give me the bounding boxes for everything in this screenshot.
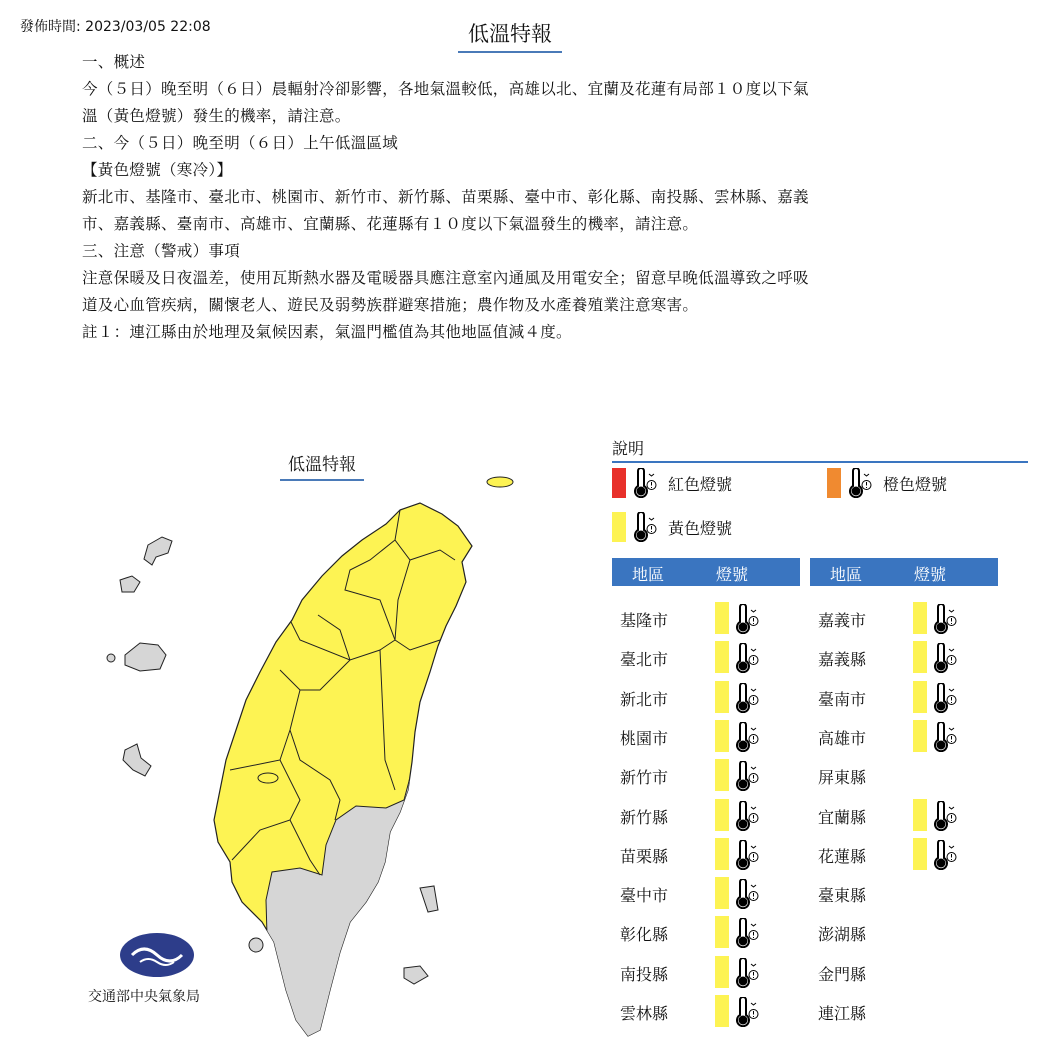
region-name: 澎湖縣 bbox=[818, 925, 867, 945]
region-name: 南投縣 bbox=[620, 964, 669, 984]
signal-yellow bbox=[913, 799, 927, 831]
bulletin-line: 註１：連江縣由於地理及氣候因素，氣溫門檻值為其他地區值減４度。 bbox=[82, 323, 572, 341]
thermometer-icon bbox=[932, 643, 958, 677]
islet bbox=[487, 477, 513, 487]
legend-label: 紅色燈號 bbox=[668, 475, 733, 494]
thermometer-icon bbox=[734, 879, 760, 913]
region-name: 桃園市 bbox=[620, 728, 669, 748]
region-name: 臺南市 bbox=[818, 689, 867, 709]
region-name: 宜蘭縣 bbox=[818, 807, 867, 827]
thermometer-icon bbox=[847, 468, 873, 502]
page-title: 低溫特報 bbox=[458, 18, 562, 53]
bulletin-line: 注意保暖及日夜溫差，使用瓦斯熱水器及電暖器具應注意室內通風及用電安全；留意早晚低溫導致之呼吸 bbox=[82, 269, 809, 287]
region-name: 苗栗縣 bbox=[620, 846, 669, 866]
signal-yellow bbox=[715, 720, 729, 752]
bulletin-line: 道及心血管疾病，關懷老人、遊民及弱勢族群避寒措施；農作物及水產養殖業注意寒害。 bbox=[82, 296, 699, 314]
col-signal: 燈號 bbox=[716, 565, 749, 584]
signal-yellow bbox=[715, 681, 729, 713]
region-name: 臺北市 bbox=[620, 650, 669, 670]
bulletin-line: 新北市、基隆市、臺北市、桃園市、新竹市、新竹縣、苗栗縣、臺中市、彰化縣、南投縣、雲林縣、嘉義 bbox=[82, 188, 809, 206]
region-name: 花蓮縣 bbox=[818, 846, 867, 866]
signal-yellow bbox=[715, 641, 729, 673]
cwb-logo bbox=[120, 933, 194, 977]
signal-yellow bbox=[715, 838, 729, 870]
legend-label: 橙色燈號 bbox=[883, 475, 948, 494]
signal-yellow bbox=[715, 602, 729, 634]
agency-name: 交通部中央氣象局 bbox=[88, 989, 200, 1005]
region-name: 新竹縣 bbox=[620, 807, 669, 827]
legend-title: 說明 bbox=[612, 436, 1028, 463]
signal-yellow bbox=[913, 641, 927, 673]
thermometer-icon bbox=[734, 997, 760, 1031]
thermometer-icon bbox=[734, 801, 760, 835]
region-name: 連江縣 bbox=[818, 1004, 867, 1023]
bulletin-line: 三、注意（警戒）事項 bbox=[82, 242, 241, 260]
region-name: 新北市 bbox=[620, 689, 669, 709]
thermometer-icon bbox=[932, 840, 958, 874]
thermometer-icon bbox=[632, 468, 658, 502]
table-header-right bbox=[810, 558, 998, 586]
col-region: 地區 bbox=[632, 565, 665, 584]
thermometer-icon bbox=[932, 604, 958, 638]
region-name: 彰化縣 bbox=[620, 925, 669, 945]
bulletin-line: 二、今（５日）晚至明（６日）上午低溫區域 bbox=[82, 134, 399, 152]
region-name: 臺中市 bbox=[620, 886, 669, 906]
signal-yellow bbox=[913, 681, 927, 713]
region-name: 嘉義市 bbox=[818, 611, 867, 630]
table-header-left bbox=[612, 558, 800, 586]
signal-yellow bbox=[715, 916, 729, 948]
signal-yellow bbox=[913, 838, 927, 870]
thermometer-icon bbox=[632, 512, 658, 546]
issue-time: 發佈時間: 2023/03/05 22:08 bbox=[20, 19, 211, 35]
legend-label: 黃色燈號 bbox=[668, 519, 733, 538]
signal-yellow bbox=[715, 759, 729, 791]
thermometer-icon bbox=[734, 683, 760, 717]
bulletin-line: 【黃色燈號（寒冷）】 bbox=[82, 161, 233, 179]
signal-yellow bbox=[715, 956, 729, 988]
bulletin-line: 市、嘉義縣、臺南市、高雄市、宜蘭縣、花蓮縣有１０度以下氣溫發生的機率，請注意。 bbox=[82, 215, 699, 233]
bulletin-line: 一、概述 bbox=[82, 53, 146, 71]
thermometer-icon bbox=[734, 840, 760, 874]
thermometer-icon bbox=[734, 918, 760, 952]
bulletin-line: 今（５日）晚至明（６日）晨輻射冷卻影響，各地氣溫較低，高雄以北、宜蘭及花蓮有局部１０度以下氣 bbox=[82, 80, 809, 98]
bulletin-line: 溫（黃色燈號）發生的機率，請注意。 bbox=[82, 107, 351, 125]
signal-yellow bbox=[715, 995, 729, 1027]
region-name: 臺東縣 bbox=[818, 886, 867, 906]
thermometer-icon bbox=[932, 683, 958, 717]
region-name: 新竹市 bbox=[620, 768, 669, 788]
region-name: 高雄市 bbox=[818, 728, 867, 748]
legend-swatch bbox=[612, 468, 626, 498]
region-name: 基隆市 bbox=[620, 611, 669, 630]
thermometer-icon bbox=[734, 958, 760, 992]
thermometer-icon bbox=[932, 722, 958, 756]
thermometer-icon bbox=[734, 604, 760, 638]
region-name: 屏東縣 bbox=[818, 768, 867, 788]
region-name: 雲林縣 bbox=[620, 1004, 669, 1023]
thermometer-icon bbox=[734, 643, 760, 677]
legend-swatch bbox=[612, 512, 626, 542]
signal-yellow bbox=[913, 602, 927, 634]
signal-yellow bbox=[715, 799, 729, 831]
region-name: 金門縣 bbox=[818, 964, 867, 984]
col-region: 地區 bbox=[830, 565, 863, 584]
thermometer-icon bbox=[734, 722, 760, 756]
region-name: 嘉義縣 bbox=[818, 650, 867, 670]
col-signal: 燈號 bbox=[914, 565, 947, 584]
thermometer-icon bbox=[734, 761, 760, 795]
map-title: 低溫特報 bbox=[280, 450, 364, 481]
signal-yellow bbox=[715, 877, 729, 909]
signal-yellow bbox=[913, 720, 927, 752]
legend-swatch bbox=[827, 468, 841, 498]
thermometer-icon bbox=[932, 801, 958, 835]
